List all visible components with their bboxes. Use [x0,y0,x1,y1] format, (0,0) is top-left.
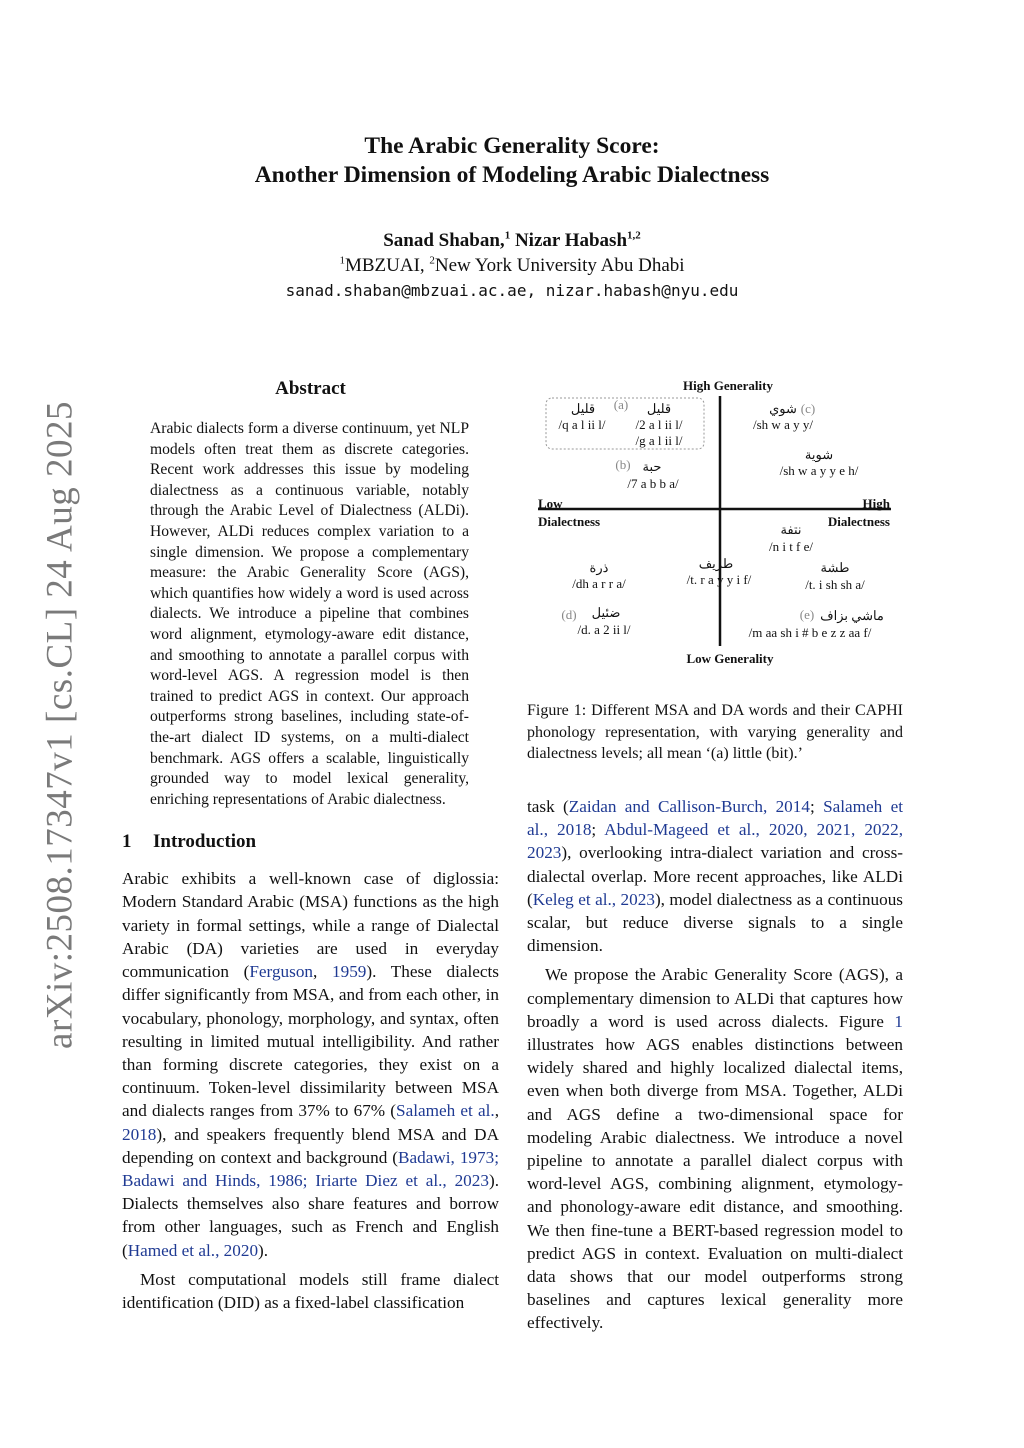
author-1: Sanad Shaban, [383,230,505,251]
author-1-affil: 1 [504,229,511,242]
paper-title [0,132,1024,190]
section-title: Introduction [153,831,257,853]
label-e: (e) [799,607,815,622]
label-b: (b) [615,457,631,472]
word-a2-caphi-2: /g a l ii l/ [635,433,683,448]
word-d-arabic: ضئيل [591,605,621,620]
citation-ferguson-year[interactable]: 1959 [332,962,367,982]
figure-1-caption: Figure 1: Different MSA and DA words and their CAPHI phonology representation, with varying generality and dialectness levels; all mean ‘(a) little (bit).’ [527,702,903,762]
affiliations: $^1$MBZUAI, $^2$New York University Abu Dhabi [339,254,685,276]
author-emails[interactable]: sanad.shaban@mbzuai.ac.ae, nizar.habash@nyu.edu [285,281,739,300]
axis-label-high-dialectness-2: Dialectness [827,514,890,529]
axis-label-low-generality: Low Generality [686,651,774,666]
right-paragraph-2: We propose the Arabic Generality Score (AGS), a complementary dimension to ALDi that captures how broadly a word is used across dialects. Figure 1 illustrates how AGS enables distinctions between widely shared and highly localized dialectal items, even when both diverge from MSA. Together, ALDi and AGS define a two-dimensional space for modeling Arabic dialectness. We introduce a novel pipeline to annotate a parallel dialect corpus with word-level AGS, combining alignment, etymology- and phonology-aware edit distance, and smoothing. We then fine-tune a BERT-based regression model to predict AGS in context. Evaluation on multi-dialect data shows that our model outperforms strong baselines and captures lexical generality more effectively. [527,965,903,1333]
word-c2-caphi: /sh w a y y e h/ [779,463,859,478]
word-a1-arabic: قليل [570,401,596,416]
intro-paragraph-1: Arabic exhibits a well-known case of diglossia: Modern Standard Arabic (MSA) functions as the high variety in formal settings, while a range of Dialectal Arabic (DA) varieties are used in everyday communication (Ferguson, 1959). These dialects differ significantly from MSA, and from each other, in vocabulary, phonology, morphology, and syntax, often resulting in limited mutual intelligibility. And rather than forming discrete categories, they exist on a continuum. Token-level dissimilarity between MSA and dialects ranges from 37% to 67% (Salameh et al., 2018), and speakers frequently blend MSA and DA depending on context and background (Badawi, 1973; Badawi and Hinds, 1986; Iriarte Diez et al., 2023). Dialects themselves also share features and borrow from other languages, such as French and English (Hamed et al., 2020). [122,869,499,1260]
word-m4-caphi: /t. i sh sh a/ [805,577,865,592]
arxiv-identifier: arXiv:2508.17347v1 [cs.CL] 24 Aug 2025 [39,401,81,1049]
word-a2-caphi-1: /2 a l ii l/ [635,417,683,432]
word-e-arabic: ماشي بزاف [820,608,884,623]
author-names [0,228,1024,253]
section-heading-introduction [122,831,499,853]
word-a1-caphi: /q a l ii l/ [558,417,606,432]
author-2-affil: 1,2 [627,229,641,242]
label-c: (c) [800,401,816,416]
word-c2-arabic: شوية [804,447,834,462]
word-m4-arabic: طشة [820,560,850,575]
citation-zaidan[interactable]: Zaidan and Callison-Burch, 2014 [568,797,810,816]
abstract-text: Arabic dialects form a diverse continuum, yet NLP models often treat them as discrete categories. Recent work addresses this issue by modeling dialectness as a continuous variable, notably through the Arabic Level of Dialectness (ALDi). However, ALDi reduces complex variation to a single dimension. We propose a complementary measure: the Arabic Generality Score (AGS), which quantifies how widely a word is used across dialects. We introduce a pipeline that combines word alignment, etymology-aware edit distance, and smoothing to annotate a parallel corpus with word-level AGS. A regression model is then trained to predict AGS in context. Our approach outperforms strong baselines, including state-of-the-art dialect ID systems, on a multi-dialect benchmark. AGS offers a scalable, linguistically grounded way to model lexical generality, enriching representations of Arabic dialectness. [150,420,469,808]
affiliation-2: New York University Abu Dhabi [434,255,685,276]
citation-salameh[interactable]: Salameh et al. [396,1101,495,1121]
left-column [122,378,499,1314]
word-c1-arabic: شوي [769,401,797,416]
citation-abdul-mageed[interactable]: Abdul-Mageed et al., 2020, 2021, 2022, 2023 [527,820,903,863]
word-b-arabic: حبة [642,459,662,474]
word-m1-arabic: نتفة [780,522,802,537]
intro-paragraph-2: Most computational models still frame dialect identification (DID) as a fixed-label classification [122,1269,499,1312]
axis-label-high-dialectness-1: High [862,496,890,511]
author-block [0,228,1024,303]
word-c1-caphi: /sh w a y y/ [753,417,813,432]
word-d-caphi: /d. a 2 ii l/ [577,622,631,637]
figure-1-reference[interactable]: 1 [894,1011,903,1031]
citation-salameh-2[interactable]: Salameh et al., 2018 [527,797,903,840]
word-b-caphi: /7 a b b a/ [627,476,679,491]
axis-label-low-dialectness-2: Dialectness [538,514,601,529]
figure-1 [527,374,903,674]
word-m3-caphi: /dh a r r a/ [572,576,626,591]
title-line-2: Another Dimension of Modeling Arabic Dialectness [254,162,770,188]
label-d: (d) [561,607,577,622]
word-m1-caphi: /n i t f e/ [768,539,814,554]
axis-label-low-dialectness-1: Low [538,496,563,511]
word-m3-arabic: ذرة [589,560,609,575]
label-a: (a) [613,397,629,412]
author-2: Nizar Habash [514,230,628,251]
title-line-1: The Arabic Generality Score: [364,133,660,159]
word-e-caphi: /m aa sh i # b e z z aa f/ [748,625,872,640]
axis-label-high-generality: High Generality [683,378,773,393]
affiliation-1: MBZUAI, [344,255,430,276]
word-a2-arabic: قليل [646,401,672,416]
right-column-text [527,795,903,1335]
section-number: 1 [122,831,132,853]
citation-badawi-iriarte[interactable]: Badawi, 1973; Badawi and Hinds, 1986; Iriarte Diez et al., 2023 [122,1147,499,1190]
citation-keleg[interactable]: Keleg et al., 2023 [532,889,655,909]
abstract-heading: Abstract [275,378,346,399]
word-m2-caphi: /t. r a y y i f/ [686,572,752,587]
citation-hamed[interactable]: Hamed et al., 2020 [127,1240,259,1260]
citation-salameh-year[interactable]: 2018 [122,1124,157,1144]
citation-ferguson[interactable]: Ferguson [249,962,314,982]
word-m2-arabic: طريف [698,556,734,571]
generality-dialectness-diagram [527,374,903,674]
right-paragraph-1: task (Zaidan and Callison-Burch, 2014; Salameh et al., 2018; Abdul-Mageed et al., 2020, 2021, 2022, 2023), overlooking intra-dialect variation and cross-dialectal overlap. More recent approaches, like ALDi (Keleg et al., 2023), model dialectness as a continuous scalar, but reduce diverse signals to a single dimension. [527,797,903,956]
